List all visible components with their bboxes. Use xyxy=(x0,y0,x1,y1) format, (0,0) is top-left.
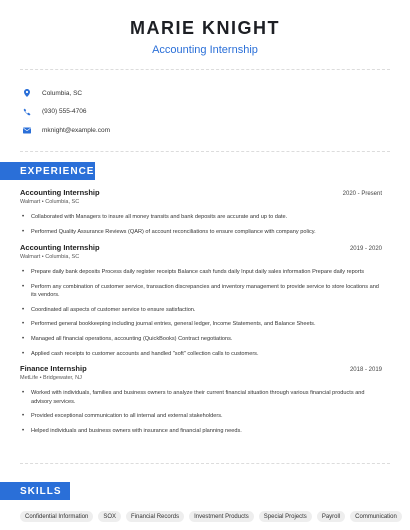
job-entry xyxy=(20,364,382,435)
skills-divider xyxy=(20,463,390,464)
email-text: mknight@example.com xyxy=(42,126,111,134)
skills-heading: SKILLS xyxy=(0,482,70,500)
contact-info xyxy=(0,70,410,139)
skill-tag: Financial Records xyxy=(126,511,184,522)
job-entry-title: Finance Internship xyxy=(20,364,87,374)
contact-phone xyxy=(20,103,390,121)
skill-tag: Payroll xyxy=(317,511,345,522)
job-entry xyxy=(20,188,382,236)
job-entry-dates: 2020 - Present xyxy=(342,191,382,197)
job-bullet: • Helped individuals and business owners with insurance and financial planning needs. xyxy=(22,427,242,434)
location-pin-icon xyxy=(23,89,31,97)
location-text: Columbia, SC xyxy=(42,89,83,97)
job-entry-title: Accounting Internship xyxy=(20,242,100,252)
job-bullet: • Managed all financial operations, accounting (QuickBooks) Contract negotiations. xyxy=(22,335,233,342)
skill-tag: Communication xyxy=(350,511,402,522)
phone-icon xyxy=(23,108,31,116)
contact-email xyxy=(20,121,390,139)
skill-tag: Confidential Information xyxy=(20,511,93,522)
skills-list xyxy=(20,511,397,522)
contact-divider xyxy=(20,151,390,152)
job-entry-title: Accounting Internship xyxy=(20,188,100,197)
experience-heading: EXPERIENCE xyxy=(0,162,95,180)
job-entry-dates: 2019 - 2020 xyxy=(349,245,382,252)
skill-tag: SOX xyxy=(98,511,121,522)
job-bullet: • Performed Quality Assurance Reviews (QAR) of account reconciliations to ensure compliance with company policy. xyxy=(22,228,316,235)
job-bullet: • Prepare daily bank deposits Process daily register receipts Balance cash funds daily Input daily sales information Prepare daily reports xyxy=(22,268,365,275)
job-bullet: • Worked with individuals, families and business owners to analyze their current financial situation through various financial products and advisory services. xyxy=(22,390,365,405)
skill-tag: Investment Products xyxy=(189,511,254,522)
job-bullet: • Provided exceptional communication to all internal and external stakeholders. xyxy=(22,413,223,420)
contact-location xyxy=(20,84,390,102)
job-entry-dates: 2018 - 2019 xyxy=(349,367,382,374)
job-bullet: • Perform any combination of customer service, transaction discrepancies and inventory management to provide service to store locations and its vendors. xyxy=(22,283,379,298)
job-entry-company: Walmart • Columbia, SC xyxy=(20,199,80,205)
phone-text: (930) 555-4706 xyxy=(42,108,87,115)
job-bullet: • Performed general bookkeeping including journal entries, general ledger, Income Statements, and Balance Sheets. xyxy=(22,321,316,328)
skill-tag: Special Projects xyxy=(259,511,312,522)
resume-header xyxy=(0,0,410,56)
job-entry xyxy=(20,243,382,358)
job-entry-company: Walmart • Columbia, SC xyxy=(20,253,80,260)
email-icon xyxy=(23,126,31,134)
job-entry-company: MetLife • Bridgewater, NJ xyxy=(20,375,82,382)
job-bullet: • Applied cash receipts to customer accounts and handled "soft" collection calls to customers. xyxy=(22,350,259,357)
experience-list xyxy=(20,188,382,442)
job-bullet: • Coordinated all aspects of customer service to ensure satisfaction. xyxy=(22,306,196,313)
job-bullet: • Collaborated with Managers to insure all money transits and bank deposits are accurate and up to date. xyxy=(22,214,288,220)
candidate-name: MARIE KNIGHT xyxy=(130,18,280,38)
job-title: Accounting Internship xyxy=(152,44,258,56)
